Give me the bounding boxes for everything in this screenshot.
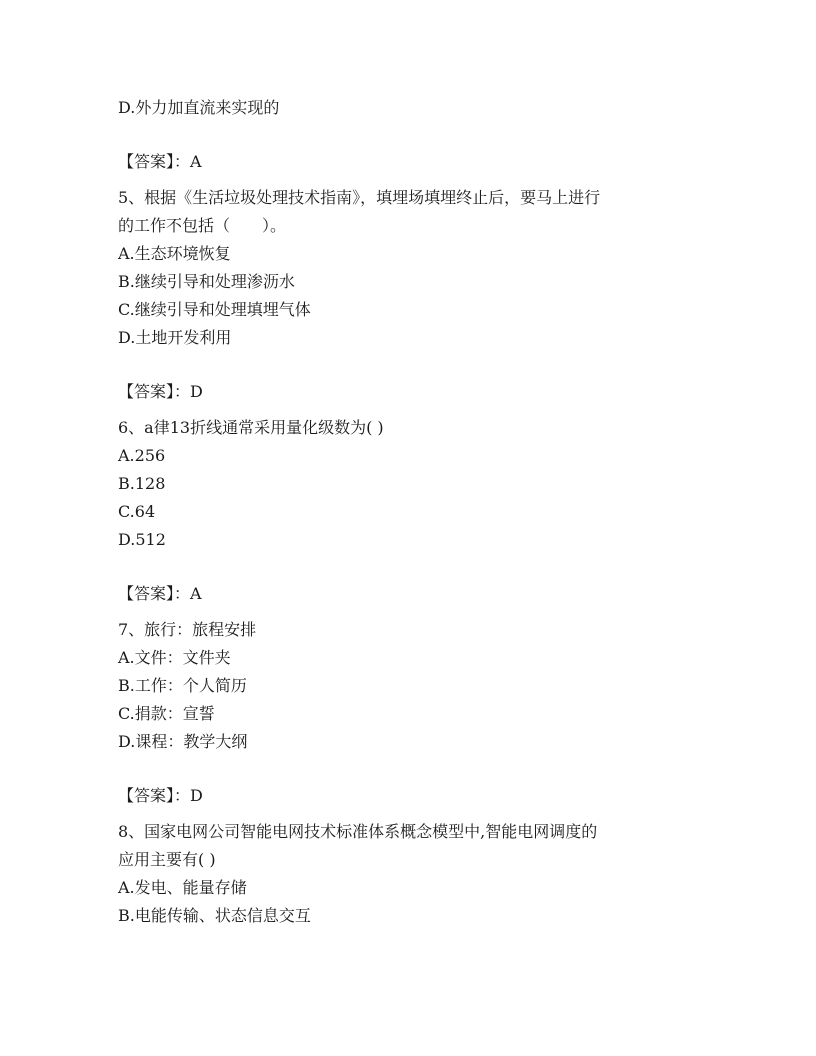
option-c: C.捐款：宣誓 (118, 704, 215, 723)
option-b: B.工作：个人简历 (118, 676, 247, 695)
option-b: B.电能传输、状态信息交互 (118, 906, 311, 925)
option-d: D.512 (118, 530, 166, 549)
option-b: B.继续引导和处理渗沥水 (118, 272, 295, 291)
question-4-tail (118, 94, 708, 176)
answer-line: 【答案】：D (118, 382, 203, 401)
question-6 (118, 414, 708, 608)
document-page (118, 94, 708, 930)
question-text: 应用主要有( ) (118, 850, 216, 869)
option-d: D.土地开发利用 (118, 328, 232, 347)
option-a: A.256 (118, 446, 166, 465)
option-c: C.64 (118, 502, 156, 521)
question-text: 7、旅行：旅程安排 (118, 620, 257, 639)
option-a: A.生态环境恢复 (118, 244, 231, 263)
answer-line: 【答案】：A (118, 152, 202, 171)
option-d: D.课程：教学大纲 (118, 732, 248, 751)
option-d: D.外力加直流来实现的 (118, 98, 280, 117)
option-c: C.继续引导和处理填埋气体 (118, 300, 311, 319)
option-b: B.128 (118, 474, 166, 493)
question-text: 的工作不包括（ ）。 (118, 216, 287, 235)
question-text: 5、根据《生活垃圾处理技术指南》，填埋场填埋终止后，要马上进行 (118, 188, 601, 207)
question-text: 6、a律13折线通常采用量化级数为( ) (118, 418, 384, 437)
option-a: A.发电、能量存储 (118, 878, 247, 897)
answer-line: 【答案】：D (118, 786, 203, 805)
question-5 (118, 184, 708, 406)
question-text: 8、国家电网公司智能电网技术标准体系概念模型中,智能电网调度的 (118, 822, 598, 841)
question-8 (118, 818, 708, 930)
answer-line: 【答案】：A (118, 584, 202, 603)
question-7 (118, 616, 708, 810)
option-a: A.文件：文件夹 (118, 648, 231, 667)
